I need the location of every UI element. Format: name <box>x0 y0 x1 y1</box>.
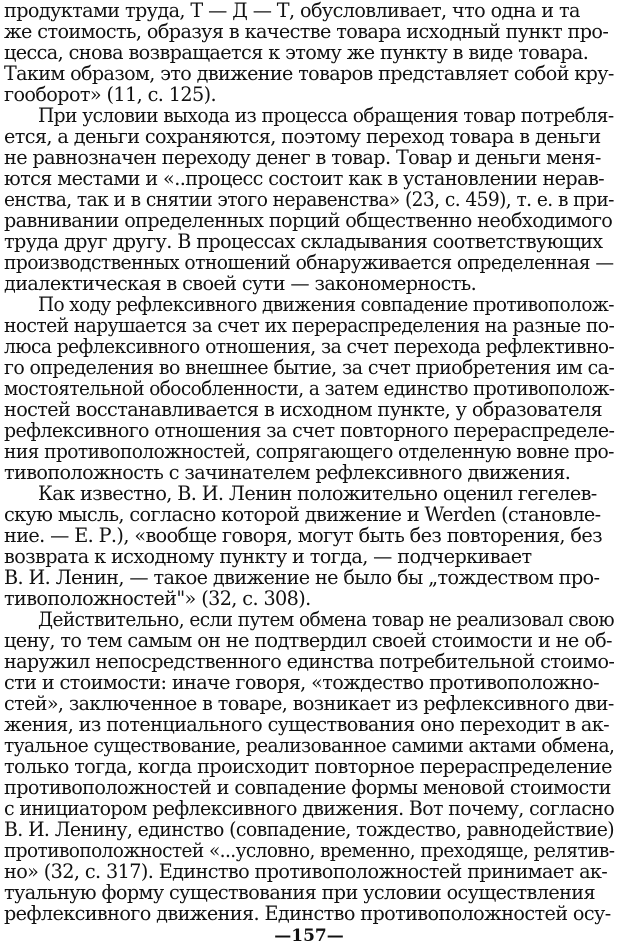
text-line: гооборот» (11, с. 125). <box>4 83 216 106</box>
text-line: Таким образом, это движение товаров представляет собой кру- <box>4 62 614 85</box>
text-line: равнивании определенных порций общественно необходимого <box>4 209 613 232</box>
text-line: труда друг другу. В процессах складывания соответствующих <box>4 230 603 253</box>
text-line: же стоимость, образуя в качестве товара исходный пункт про- <box>4 20 609 43</box>
text-line: стей», заключенное в товаре, возникает из рефлексивного дви- <box>4 692 614 715</box>
text-line: В. И. Ленину, единство (совпадение, тождество, равнодействие) <box>4 818 615 841</box>
text-line: енства, так и в снятии этого неравенства» (23, с. 459), т. е. в при- <box>4 188 614 211</box>
text-line: скую мысль, согласно которой движение и Werden (становле- <box>4 503 601 526</box>
text-line: цену, то тем самым он не подтвердил своей стоимости и не об- <box>4 629 612 652</box>
text-line: ния противоположностей, сопрягающего отделенную вовне про- <box>4 440 614 463</box>
text-line: ются местами и «..процесс состоит как в установлении нерав- <box>4 167 605 190</box>
text-line: противоположностей и совпадение формы меновой стоимости <box>4 776 611 799</box>
text-line: Действительно, если путем обмена товар не реализовал свою <box>38 608 615 631</box>
text-line: наружил непосредственного единства потребительной стоимо- <box>4 650 615 673</box>
text-line: возврата к исходному пункту и тогда, — подчеркивает <box>4 545 532 568</box>
text-line: производственных отношений обнаруживается определенная — <box>4 251 614 274</box>
text-line: тивоположностей"» (32, с. 308). <box>4 587 311 610</box>
text-line: При условии выхода из процесса обращения товар потребля- <box>38 104 614 127</box>
text-line: но» (32, с. 317). Единство противоположностей принимает ак- <box>4 860 608 883</box>
text-line: рефлексивного отношения за счет повторного перераспределе- <box>4 419 615 442</box>
text-line: туальное существование, реализованное самими актами обмена, <box>4 734 615 757</box>
page-number: —157— <box>274 926 344 946</box>
text-line: Как известно, В. И. Ленин положительно оценил гегелев- <box>38 482 597 505</box>
text-line: цесса, снова возвращается к этому же пункту в виде товара. <box>4 41 589 64</box>
text-line: туальную форму существования при условии осуществления <box>4 881 595 904</box>
text-line: В. И. Ленин, — такое движение не было бы „тождеством про- <box>4 566 600 589</box>
text-line: рефлексивного движения. Единство противоположностей осу- <box>4 902 611 925</box>
text-line: ностей восстанавливается в исходном пункте, у образователя <box>4 398 602 421</box>
text-line: ется, а деньги сохраняются, поэтому переход товара в деньги <box>4 125 601 148</box>
text-line: жения, из потенциального существования оно переходит в ак- <box>4 713 610 736</box>
text-line: По ходу рефлексивного движения совпадение противополож- <box>38 293 614 316</box>
text-line: продуктами труда, Т — Д — Т, обусловливает, что одна и та <box>4 0 580 22</box>
text-line: диалектическая в своей сути — закономерность. <box>4 272 477 295</box>
text-line: сти и стоимости: иначе говоря, «тождество противоположно- <box>4 671 600 694</box>
text-line: с инициатором рефлексивного движения. Вот почему, согласно <box>4 797 615 820</box>
text-line: го определения во внешнее бытие, за счет приобретения им са- <box>4 356 615 379</box>
text-line: ние. — Е. Р.), «вообще говоря, могут быть без повторения, без <box>4 524 602 547</box>
text-line: ностей нарушается за счет их перераспределения на разные по- <box>4 314 615 337</box>
book-page <box>4 0 615 946</box>
text-line: тивоположность с зачинателем рефлексивного движения. <box>4 461 571 484</box>
text-line: не равнозначен переходу денег в товар. Товар и деньги меня- <box>4 146 601 169</box>
text-line: только тогда, когда происходит повторное перераспределение <box>4 755 612 778</box>
text-line: люса рефлексивного отношения, за счет перехода рефлективно- <box>4 335 615 358</box>
text-line: противоположностей «...условно, временно, преходяще, релятив- <box>4 839 615 862</box>
text-line: мостоятельной обособленности, а затем единство противополож- <box>4 377 615 400</box>
